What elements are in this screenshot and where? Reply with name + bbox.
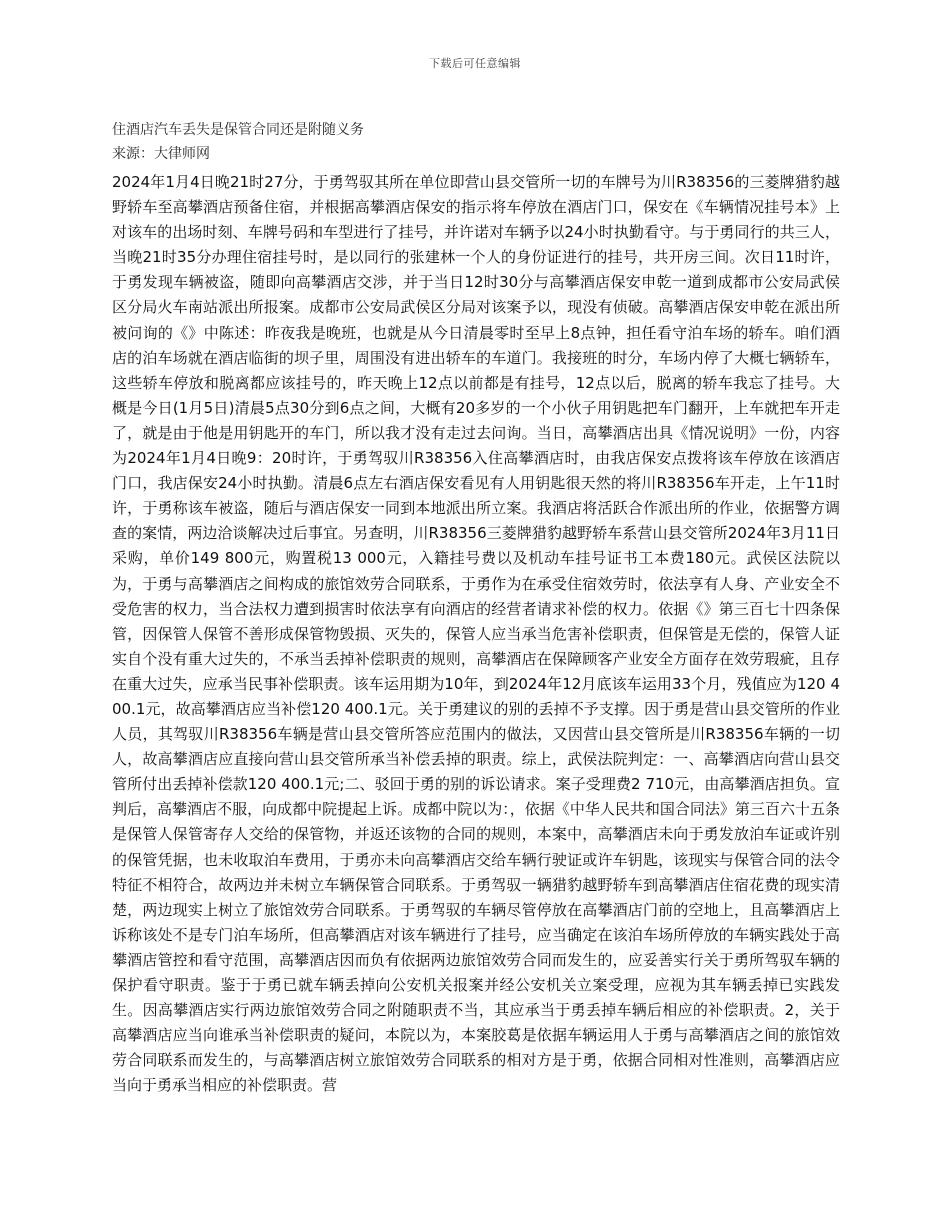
article-title: 住酒店汽车丢失是保管合同还是附随义务 [112,122,364,138]
article-source: 来源：大律师网 [112,146,210,162]
article [112,118,840,1098]
article-body: 2024年1月4日晚21时27分，于勇驾驭其所在单位即营山县交管所一切的车牌号为川R38356的三菱牌猎豹越野轿车至高攀酒店预备住宿，并根据高攀酒店保安的指示将车停放在酒店门口，保安在《车辆情况挂号本》上对该车的出场时刻、车牌号码和车型进行了挂号，并许诺对车辆予以24小时执勤看守。与于勇同行的共三人，当晚21时35分办理住宿挂号时，是以同行的张建林一个人的身份证进行的挂号，共开房三间。次日11时许，于勇发现车辆被盗，随即向高攀酒店交涉，并于当日12时30分与高攀酒店保安申乾一道到成都市公安局武侯区分局火车南站派出所报案。成都市公安局武侯区分局对该案予以，现没有侦破。高攀酒店保安申乾在派出所被问询的《》中陈述：昨夜我是晚班，也就是从今日清晨零时至早上8点钟，担任看守泊车场的轿车。咱们酒店的泊车场就在酒店临街的坝子里，周围没有进出轿车的车道门。我接班的时分，车场内停了大概七辆轿车，这些轿车停放和脱离都应该挂号的，昨天晚上12点以前都是有挂号，12点以后，脱离的轿车我忘了挂号。大概是今日(1月5日)清晨5点30分到6点之间，大概有20多岁的一个小伙子用钥匙把车门翻开，上车就把车开走了，就是由于他是用钥匙开的车门，所以我才没有走过去问询。当日，高攀酒店出具《情况说明》一份，内容为2024年1月4日晚9：20时许，于勇驾驭川R38356入住高攀酒店时，由我店保安点拨将该车停放在该酒店门口，我店保安24小时执勤。清晨6点左右酒店保安看见有人用钥匙很天然的将川R38356车开走，上午11时许，于勇称该车被盗，随后与酒店保安一同到本地派出所立案。我酒店将活跃合作派出所的作业，依据警方调查的案情，两边洽谈解决过后事宜。另查明，川R38356三菱牌猎豹越野轿车系营山县交管所2024年3月11日采购，单价149 800元，购置税13 000元，入籍挂号费以及机动车挂号证书工本费180元。武侯区法院以为，于勇与高攀酒店之间构成的旅馆效劳合同联系，于勇作为在承受住宿效劳时，依法享有人身、产业安全不受危害的权力，当合法权力遭到损害时依法享有向酒店的经营者请求补偿的权力。依据《》第三百七十四条保管，因保管人保管不善形成保管物毁损、灭失的，保管人应当承当危害补偿职责，但保管是无偿的，保管人证实自个没有重大过失的，不承当丢掉补偿职责的规则，高攀酒店在保障顾客产业安全方面存在效劳瑕疵，且存在重大过失，应承当民事补偿职责。该车运用期为10年，到2024年12月底该车运用33个月，残值应为120 400.1元，故高攀酒店应当补偿120 400.1元。关于勇建议的别的丢掉不予支撑。因于勇是营山县交管所的作业人员，其驾驭川R38356车辆是营山县交管所答应范围内的做法，又因营山县交管所是川R38356车辆的一切人，故高攀酒店应直接向营山县交管所承当补偿丢掉的职责。综上，武侯法院判定：一、高攀酒店向营山县交管所付出丢掉补偿款120 400.1元;二、驳回于勇的别的诉讼请求。案子受理费2 710元，由高攀酒店担负。宣判后，高攀酒店不服，向成都中院提起上诉。成都中院以为：，依据《中华人民共和国合同法》第三百六十五条是保管人保管寄存人交给的保管物，并返还该物的合同的规则，本案中，高攀酒店未向于勇发放泊车证或许别的保管凭据，也未收取泊车费用，于勇亦未向高攀酒店交给车辆行驶证或许车钥匙，该现实与保管合同的法令特征不相符合，故两边并未树立车辆保管合同联系。于勇驾驭一辆猎豹越野轿车到高攀酒店住宿花费的现实清楚，两边现实上树立了旅馆效劳合同联系。于勇驾驭的车辆尽管停放在高攀酒店门前的空地上，且高攀酒店上诉称该处不是专门泊车场所，但高攀酒店对该车辆进行了挂号，应当确定在该泊车场所停放的车辆实践处于高攀酒店管控和看守范围，高攀酒店因而负有依据两边旅馆效劳合同而发生的，应妥善实行关于勇所驾驭车辆的保护看守职责。鉴于于勇已就车辆丢掉向公安机关报案并经公安机关立案受理，应视为其车辆丢掉已实践发生。因高攀酒店实行两边旅馆效劳合同之附随职责不当，其应承当于勇丢掉车辆后相应的补偿职责。2，关于高攀酒店应当向谁承当补偿职责的疑问，本院以为，本案胶葛是依据车辆运用人于勇与高攀酒店之间的旅馆效劳合同联系而发生的，与高攀酒店树立旅馆效劳合同联系的相对方是于勇，依据合同相对性准则，高攀酒店应当向于勇承当相应的补偿职责。营 [112,173,840,1095]
page-header-note: 下载后可任意编辑 [429,57,521,70]
